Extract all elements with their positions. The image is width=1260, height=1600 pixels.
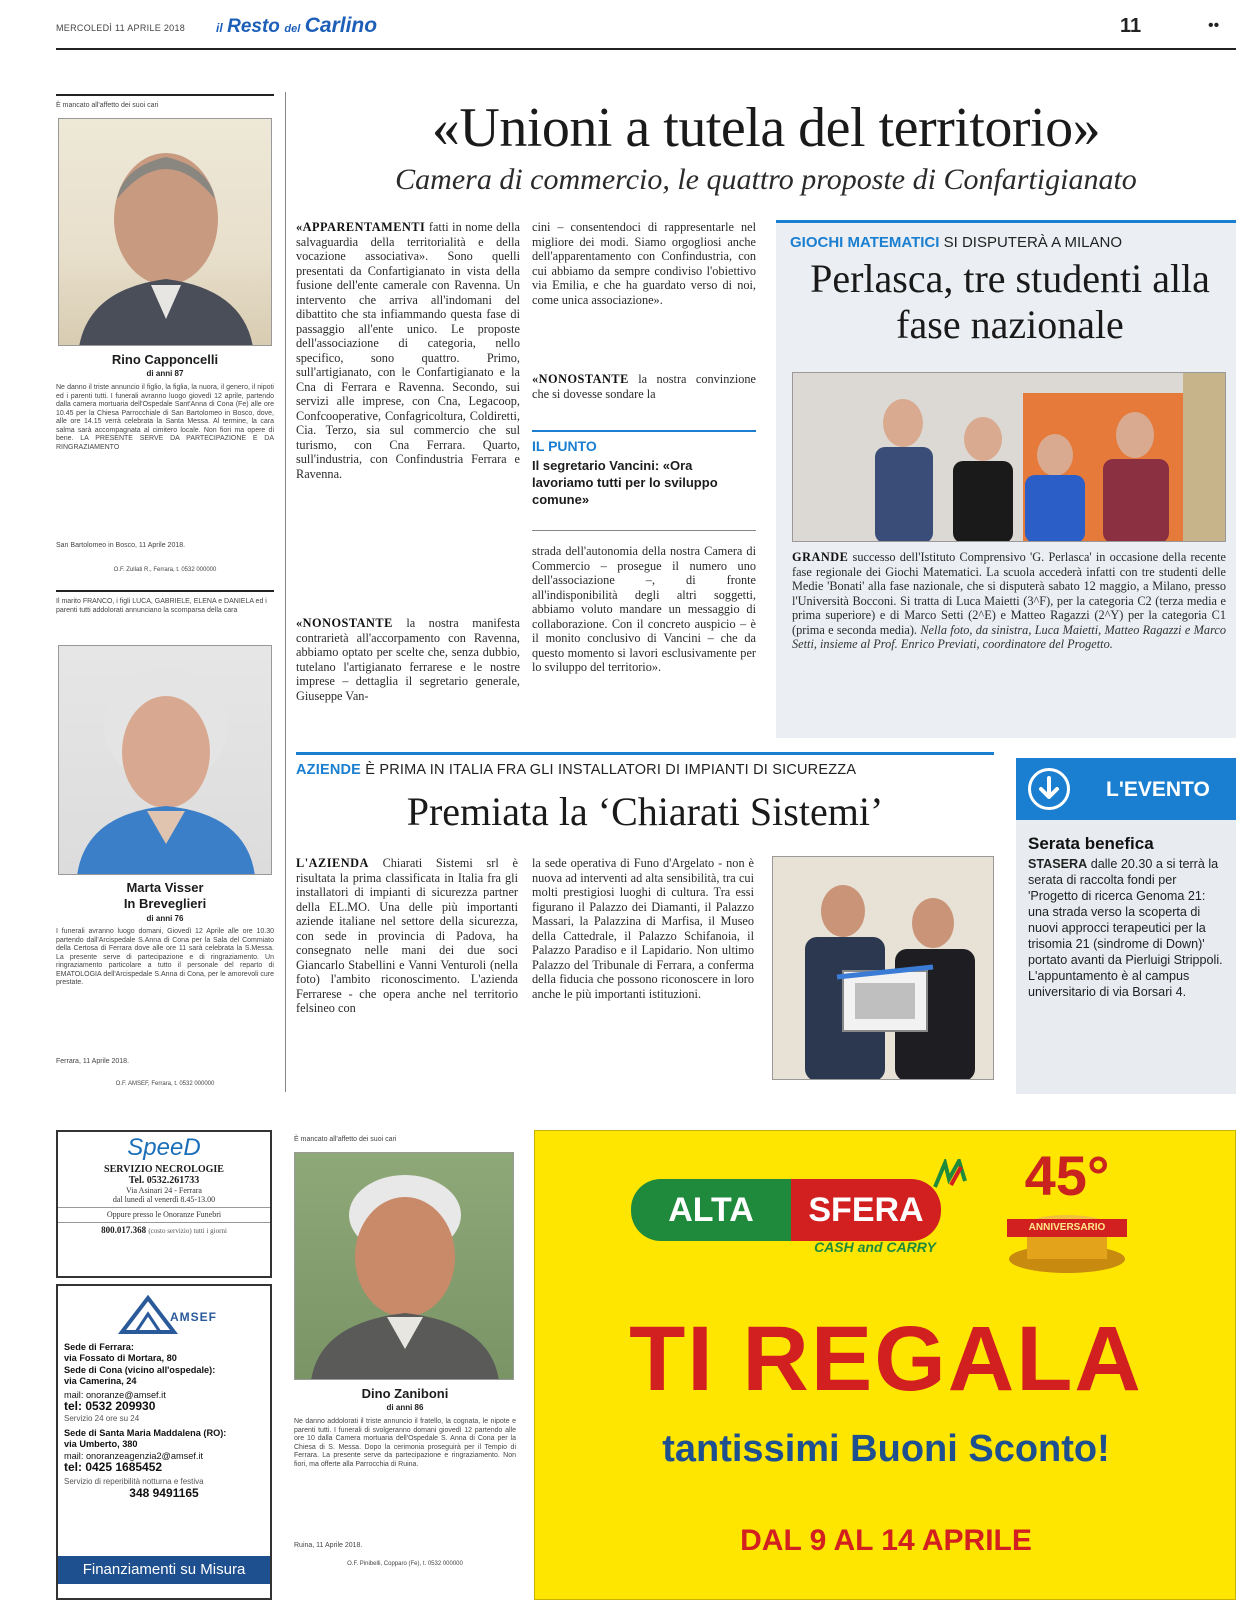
obituary-age: di anni 76 — [146, 914, 184, 923]
obituary-top-rule — [56, 590, 274, 592]
obituary-visser — [56, 590, 274, 1090]
aziende-column-2: la sede operativa di Funo d'Argelato - non è nuova ad interventi ad alta sensibilità, tra cui molti prestigiosi luoghi di cultura. Tra essi figurano il Palazzo dei Diamanti, il Palazzo Massari, la Palazzina di Marfisa, il Museo della Cattedrale, il Palazzo Schifanoia, il Palazzo Paradiso e il Lapidario. Non ultimo Palazzo del Tribunale di Ferrara, a conferma della fiducia che possono riconoscere in loro anche le più importanti istituzioni. — [532, 856, 754, 1001]
portrait-woman-icon — [59, 646, 272, 875]
page-marker: •• — [1208, 17, 1220, 34]
obituary-agency: O.F. Zullati R., Ferrara, t. 0532 000000 — [113, 567, 217, 573]
obituary-text: Ne danno addolorati il triste annuncio il fratello, la cognata, le nipote e parenti tutti. I funerali di svolgeranno domani giovedì 12 partendo alle ore 10 dalla Camera mortuaria dell'Ospedale S. Anna di Cona per la Chiesa di S. Messa. Dopo la cerimonia proseguirà per il Tempio di Ferrara. La presente serve da partecipazione e ringraziamento. Non fiori, ma offerte alla Parrocchia di Ruina. — [294, 1418, 516, 1468]
perlasca-headline: Perlasca, tre studenti alla fase nazionale — [810, 256, 1210, 347]
altasfera-headline: TI REGALA — [629, 1308, 1143, 1410]
altasfera-logo-sfera: SFERA — [791, 1179, 941, 1241]
main-article-column-2b — [532, 372, 756, 401]
altasfera-dates: DAL 9 AL 14 APRILE — [740, 1524, 1032, 1557]
altasfera-logo-alta: ALTA — [631, 1179, 791, 1241]
obituary-intro: Il marito FRANCO, i figli LUCA, GABRIELE, ELENA e DANIELA ed i parenti tutti addolorati annunciano la scomparsa della cara — [56, 598, 267, 614]
speed-necrologie-ad — [56, 1130, 272, 1278]
altasfera-logo-subbrand: CASH and CARRY — [814, 1239, 936, 1255]
main-headline: «Unioni a tutela del territorio» — [431, 97, 1101, 159]
obituary-portrait-photo — [294, 1152, 514, 1380]
obituary-portrait-photo — [58, 118, 272, 346]
speed-note: Oppure presso le Onoranze Funebri — [58, 1207, 270, 1219]
main-article-column-1 — [296, 220, 520, 481]
obituary-zaniboni — [294, 1130, 516, 1600]
paragraph-text: strada dell'autonomia della nostra Camera di Commercio – prosegue il numero uno dell'associazione –, di fronte all'indisponibilità degli altri soggetti, abbiamo voluto mandare un messaggio di collaborazione. Con il concreto auspicio – è il monito conclusivo di Vancini – che da questo momento si lavori esclusivamente per lo sviluppo del territorio». — [532, 544, 756, 674]
obituary-text: Ne danno il triste annuncio il figlio, la figlia, la nuora, il genero, il nipoti ed i parenti tutti. I funerali avranno luogo giovedì 12 aprile, partendo dalla camera mortuaria dell'Ospedale Sant'Anna di Cona (Fe) alle ore 10.45 per la Chiesa Parrocchiale di San Bartolomeo in Bosco, dove, alle ore 14.15 verrà celebrata la Santa Messa. Al termine, la cara salma sarà accompagnata al cimitero locale. Non fiori ma opere di bene. LA PRESENTE SERVE DA PARTECIPAZIONE E DA RINGRAZIAMENTO — [56, 384, 274, 451]
obituary-place: Ferrara, 11 Aprile 2018. — [56, 1058, 130, 1065]
anniversary-badge — [997, 1139, 1137, 1279]
amsef-ad — [56, 1284, 272, 1600]
obituary-text: I funerali avranno luogo domani, Giovedì 12 Aprile alle ore 10.30 partendo dall'Arcispedale S.Anna di Cona per la Sala del Commiato della Certosa di Ferrara dove alle ore 11 sarà celebrata la S.Messa. La presente serve di partecipazione e di ringraziamento. Un ringraziamento particolare a tutto il personale del reparto di EMATOLOGIA dell'Arcispedale S.Anna di Cona, per le amorevoli cure prestate. — [56, 928, 274, 986]
newspaper-logo: il Resto del Carlino — [216, 14, 378, 37]
amsef-banner: Finanziamenti su Misura — [58, 1556, 270, 1584]
altasfera-logo — [631, 1179, 991, 1263]
masthead-date: MERCOLEDÌ 11 APRILE 2018 — [56, 23, 186, 33]
speed-freephone: 800.017.368 (costo servizio) tutti i giorni — [58, 1222, 270, 1235]
masthead — [56, 14, 1236, 44]
box-bottom-rule — [532, 530, 756, 531]
il-punto-box — [532, 438, 756, 524]
award-photo-icon — [773, 857, 994, 1080]
perlasca-article — [776, 220, 1236, 738]
paragraph-lead: «NONOSTANTE — [532, 372, 629, 386]
perlasca-caption: Nella foto, da sinistra, Luca Maietti, Matteo Ragazzi e Marco Setti, insieme al Prof. Enrico Previati, coordinatore del Progetto. — [792, 622, 1227, 651]
speed-title: SERVIZIO NECROLOGIE — [104, 1164, 224, 1175]
obituary-age: di anni 87 — [146, 369, 184, 378]
anniversary-number: 45° — [1024, 1144, 1110, 1207]
main-subhead: Camera di commercio, le quattro proposte di Confartigianato — [395, 163, 1137, 196]
perlasca-body: GRANDE successo dell'Istituto Comprensivo 'G. Perlasca' in occasione della recente fase regionale dei Giochi Matematici. La scuola accederà infatti con tre studenti delle Medie 'Bonati' alla fase nazionale, che si disputerà sabato 12 maggio, a Milano, presso l'Università Bocconi. Si tratta di Luca Maietti (3^F), per la categoria C2 (terza media e prima superiore) e di Marco Setti (2^E) e Matteo Ragazzi (2^Y) per la categoria C1 (prima e seconda media). Nella foto, da sinistra, Luca Maietti, Matteo Ragazzi e Marco Setti, insieme al Prof. Enrico Previati, coordinatore del Progetto. — [792, 550, 1227, 651]
altasfera-ad — [534, 1130, 1236, 1600]
obituary-place: San Bartolomeo in Bosco, 11 Aprile 2018. — [56, 542, 186, 549]
aziende-top-rule — [296, 752, 994, 755]
paragraph-lead: «NONOSTANTE — [296, 616, 393, 630]
chiarati-award-photo — [772, 856, 994, 1080]
il-punto-title: Il segretario Vancini: «Ora lavoriamo tutti per lo sviluppo comune» — [532, 458, 718, 507]
aziende-kicker: AZIENDE È PRIMA IN ITALIA FRA GLI INSTALLATORI DI IMPIANTI DI SICUREZZA — [296, 762, 857, 778]
paragraph-text: cini – consentendoci di rappresentarle nel migliore dei modi. Siamo orgogliosi anche dell'apparentamento con Confindustria, con cui abbiamo da sempre condiviso l'obiettivo via Emilia, e che ha guardato verso di noi, come unica associazione». — [532, 220, 756, 307]
main-article-column-1b — [296, 616, 520, 703]
amsef-logo-icon — [118, 1292, 178, 1336]
leaf-icon — [931, 1159, 971, 1189]
speed-logo: SpeeD — [127, 1134, 201, 1161]
left-column-divider — [285, 92, 286, 1092]
main-article-column-2 — [532, 220, 756, 307]
obituary-name: Marta Visser — [126, 880, 204, 895]
obituary-agency: O.F. Pinibelli, Copparo (Fe), t. 0532 000000 — [347, 1561, 463, 1567]
perlasca-kicker: GIOCHI MATEMATICI SI DISPUTERÀ A MILANO — [790, 234, 1122, 251]
obituary-name: Dino Zaniboni — [361, 1386, 449, 1401]
aziende-headline: Premiata la ‘Chiarati Sistemi’ — [406, 789, 884, 834]
paragraph-text: fatti in nome della salvaguardia della territorialità e della vocazione associativa». Sono quelli presentati da Confartigianato in vista della fusione dell'ente camerale con Ravenna. Un intervento che arriva all'indomani del dibattito che sta infiammando questa fase di passaggio all'ente unico. Le proposte dell'associazione di categoria, nello specifico, sono quattro. Primo, sull'artigianato, con le Confartigianato e la Cna di Ferrara e Ravenna. Secondo, sui servizi alle imprese, con Cna, Legacoop, Confcooperative, Confagricoltura, Coldiretti, Cia. Terzo, sia sul commercio che sul turismo, con Cna Ferrara. Quarto, sull'industria, con Confindustria Ferrara e Ravenna. — [296, 220, 521, 481]
arrow-down-icon — [1028, 768, 1070, 810]
page-number: 11 — [1120, 15, 1142, 37]
paragraph-text: la nostra manifesta contrarietà all'accorpamento con Ravenna, abbiamo optato per scelte che, senza dubbio, tutelano l'artigianato ferrarese e le nostre imprese – dettaglia il segretario generale, Giuseppe Van- — [296, 616, 520, 703]
portrait-man-icon — [59, 119, 272, 346]
portrait-man-icon — [295, 1153, 514, 1380]
obituary-agency: O.F. AMSEF, Ferrara, t. 0532 000000 — [115, 1081, 215, 1087]
obituary-intro: È mancato all'affetto dei suoi cari — [56, 102, 159, 109]
obituary-place: Ruina, 11 Aprile 2018. — [294, 1542, 363, 1549]
group-photo-icon — [793, 373, 1226, 542]
speed-address: Via Asinari 24 - Ferrara — [126, 1186, 202, 1195]
evento-title: Serata benefica — [1028, 834, 1154, 853]
obituary-age: di anni 86 — [386, 1403, 424, 1412]
main-article-column-2c — [532, 544, 756, 675]
perlasca-top-rule — [776, 220, 1236, 223]
masthead-rule — [56, 48, 1236, 50]
perlasca-students-photo — [792, 372, 1226, 542]
obituary-name-line2: In Breveglieri — [123, 896, 207, 911]
amsef-logo-text: AMSEF — [170, 1310, 217, 1324]
evento-header-label: L'EVENTO — [1106, 778, 1210, 801]
il-punto-kicker: IL PUNTO — [532, 438, 597, 454]
obituary-top-rule — [56, 94, 274, 96]
evento-box — [1016, 758, 1236, 1094]
anniversary-text: ANNIVERSARIO — [1007, 1219, 1127, 1237]
evento-body: STASERA dalle 20.30 a si terrà la serata di raccolta fondi per 'Progetto di ricerca Genoma 21: una strada verso la scoperta di nuovi approcci terapeutici per la trisomia 21 (sindrome di Down)' portato avanti da Pierluigi Strippoli. L'appuntamento è al campus universitario di via Borsari 4. — [1028, 857, 1223, 999]
obituary-portrait-photo — [58, 645, 272, 875]
speed-hours: dal lunedì al venerdì 8.45-13.00 — [112, 1195, 216, 1204]
box-top-rule — [532, 430, 756, 432]
obituary-capponcelli — [56, 94, 274, 584]
evento-header — [1016, 758, 1236, 820]
paragraph-text: la nostra convinzione che si dovesse sondare la — [532, 372, 756, 401]
amsef-logo-block — [58, 1286, 270, 1342]
amsef-contacts: Sede di Ferrara: via Fossato di Mortara, 80 Sede di Cona (vicino all'ospedale): via Camerina, 24 mail: onoranze@amsef.it tel: 0532 209930 Servizio 24 ore su 24 Sede di Santa Maria Maddalena (RO): via Umberto, 380 mail: onoranzeagenzia2@amsef.it tel: 0425 1685452 Servizio di reperibilità notturna e festiva 348 9491165 — [64, 1342, 227, 1500]
aziende-column-1: L'AZIENDA Chiarati Sistemi srl è risultata la prima classificata in Italia fra gli installatori di impianti di sicurezza partner della EL.MO. Una delle più importanti aziende italiane nel settore della sicurezza, con sede in provincia di Padova, ha consegnato nelle mani dei due soci Giancarlo Stabellini e Vanni Venturoli (nella foto) l'ambito riconoscimento. L'azienda Ferrarese - che opera anche nel territorio felsineo con — [296, 856, 518, 1015]
obituary-intro: È mancato all'affetto dei suoi cari — [294, 1136, 397, 1143]
obituary-name: Rino Capponcelli — [111, 352, 219, 367]
altasfera-subline: tantissimi Buoni Sconto! — [662, 1428, 1110, 1470]
paragraph-lead: «APPARENTAMENTI — [296, 220, 426, 234]
speed-tel: Tel. 0532.261733 — [128, 1175, 200, 1186]
